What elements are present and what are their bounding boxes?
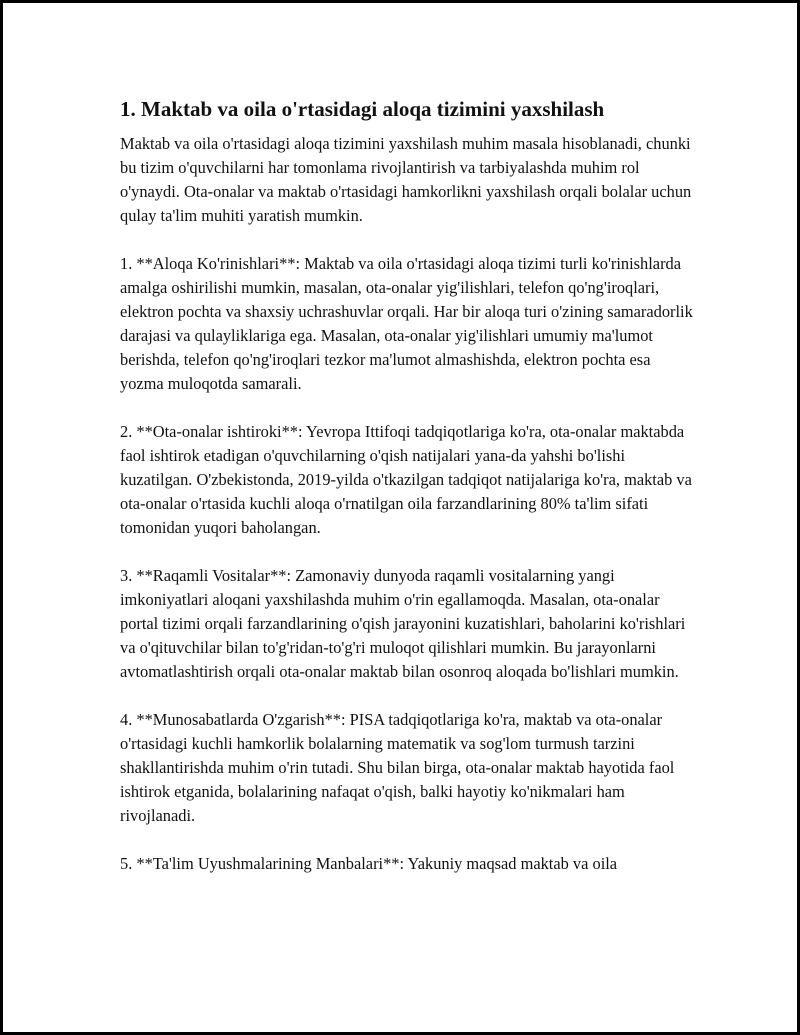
- section-heading: 1. Maktab va oila o'rtasidagi aloqa tizimini yaxshilash: [120, 97, 605, 121]
- paragraph-raqamli-vositalar: 3. **Raqamli Vositalar**: Zamonaviy dunyoda raqamli vositalarning yangi imkoniyatlari aloqani yaxshilashda muhim o'rin egallamoqda. Masalan, ota-onalar portal tizimi orqali farzandlarining o'qish jarayonini kuzatishlari, baholarini ko'rishlari va o'qituvchilar bilan to'g'ridan-to'g'ri muloqot qilishlari mumkin. Bu jarayonlarni avtomatlashtirish orqali ota-onalar maktab bilan osonroq aloqada bo'lishlari mumkin.: [120, 566, 686, 681]
- document-body: [120, 95, 695, 900]
- paragraph-talim-uyushmalari: 5. **Ta'lim Uyushmalarining Manbalari**: Yakuniy maqsad maktab va oila: [120, 854, 618, 873]
- paragraph-munosabatlarda-ozgarish: 4. **Munosabatlarda O'zgarish**: PISA tadqiqotlariga ko'ra, maktab va ota-onalar o'rtasidagi kuchli hamkorlik bolalarning matematik va sog'lom turmush tarzini shakllantirishda muhim o'rin tutadi. Shu bilan birga, ota-onalar maktab hayotida faol ishtirok etganida, bolalarining nafaqat o'qish, balki hayotiy ko'nikmalari ham rivojlanadi.: [120, 710, 675, 825]
- intro-paragraph: Maktab va oila o'rtasidagi aloqa tizimini yaxshilash muhim masala hisoblanadi, chunki bu tizim o'quvchilarni har tomonlama rivojlantirish va tarbiyalashda muhim rol o'ynaydi. Ota-onalar va maktab o'rtasidagi hamkorlikni yaxshilash orqali bolalar uchun qulay ta'lim muhiti yaratish mumkin.: [120, 134, 692, 225]
- paragraph-ota-onalar-ishtiroki: 2. **Ota-onalar ishtiroki**: Yevropa Ittifoqi tadqiqotlariga ko'ra, ota-onalar maktabda faol ishtirok etadigan o'quvchilarning o'qish natijalari yana-da yahshi bo'lishi kuzatilgan. O'zbekistonda, 2019-yilda o'tkazilgan tadqiqot natijalariga ko'ra, maktab va ota-onalar o'rtasida kuchli aloqa o'rnatilgan oila farzandlarining 80% ta'lim sifati tomonidan yuqori baholangan.: [120, 422, 692, 537]
- paragraph-aloqa-korinishlari: 1. **Aloqa Ko'rinishlari**: Maktab va oila o'rtasidagi aloqa tizimi turli ko'rinishlarda amalga oshirilishi mumkin, masalan, ota-onalar yig'ilishlari, telefon qo'ng'iroqlari, elektron pochta va shaxsiy uchrashuvlar orqali. Har bir aloqa turi o'zining samaradorlik darajasi va qulayliklariga ega. Masalan, ota-onalar yig'ilishlari umumiy ma'lumot berishda, telefon qo'ng'iroqlari tezkor ma'lumot almashishda, elektron pochta esa yozma muloqotda samarali.: [120, 254, 693, 393]
